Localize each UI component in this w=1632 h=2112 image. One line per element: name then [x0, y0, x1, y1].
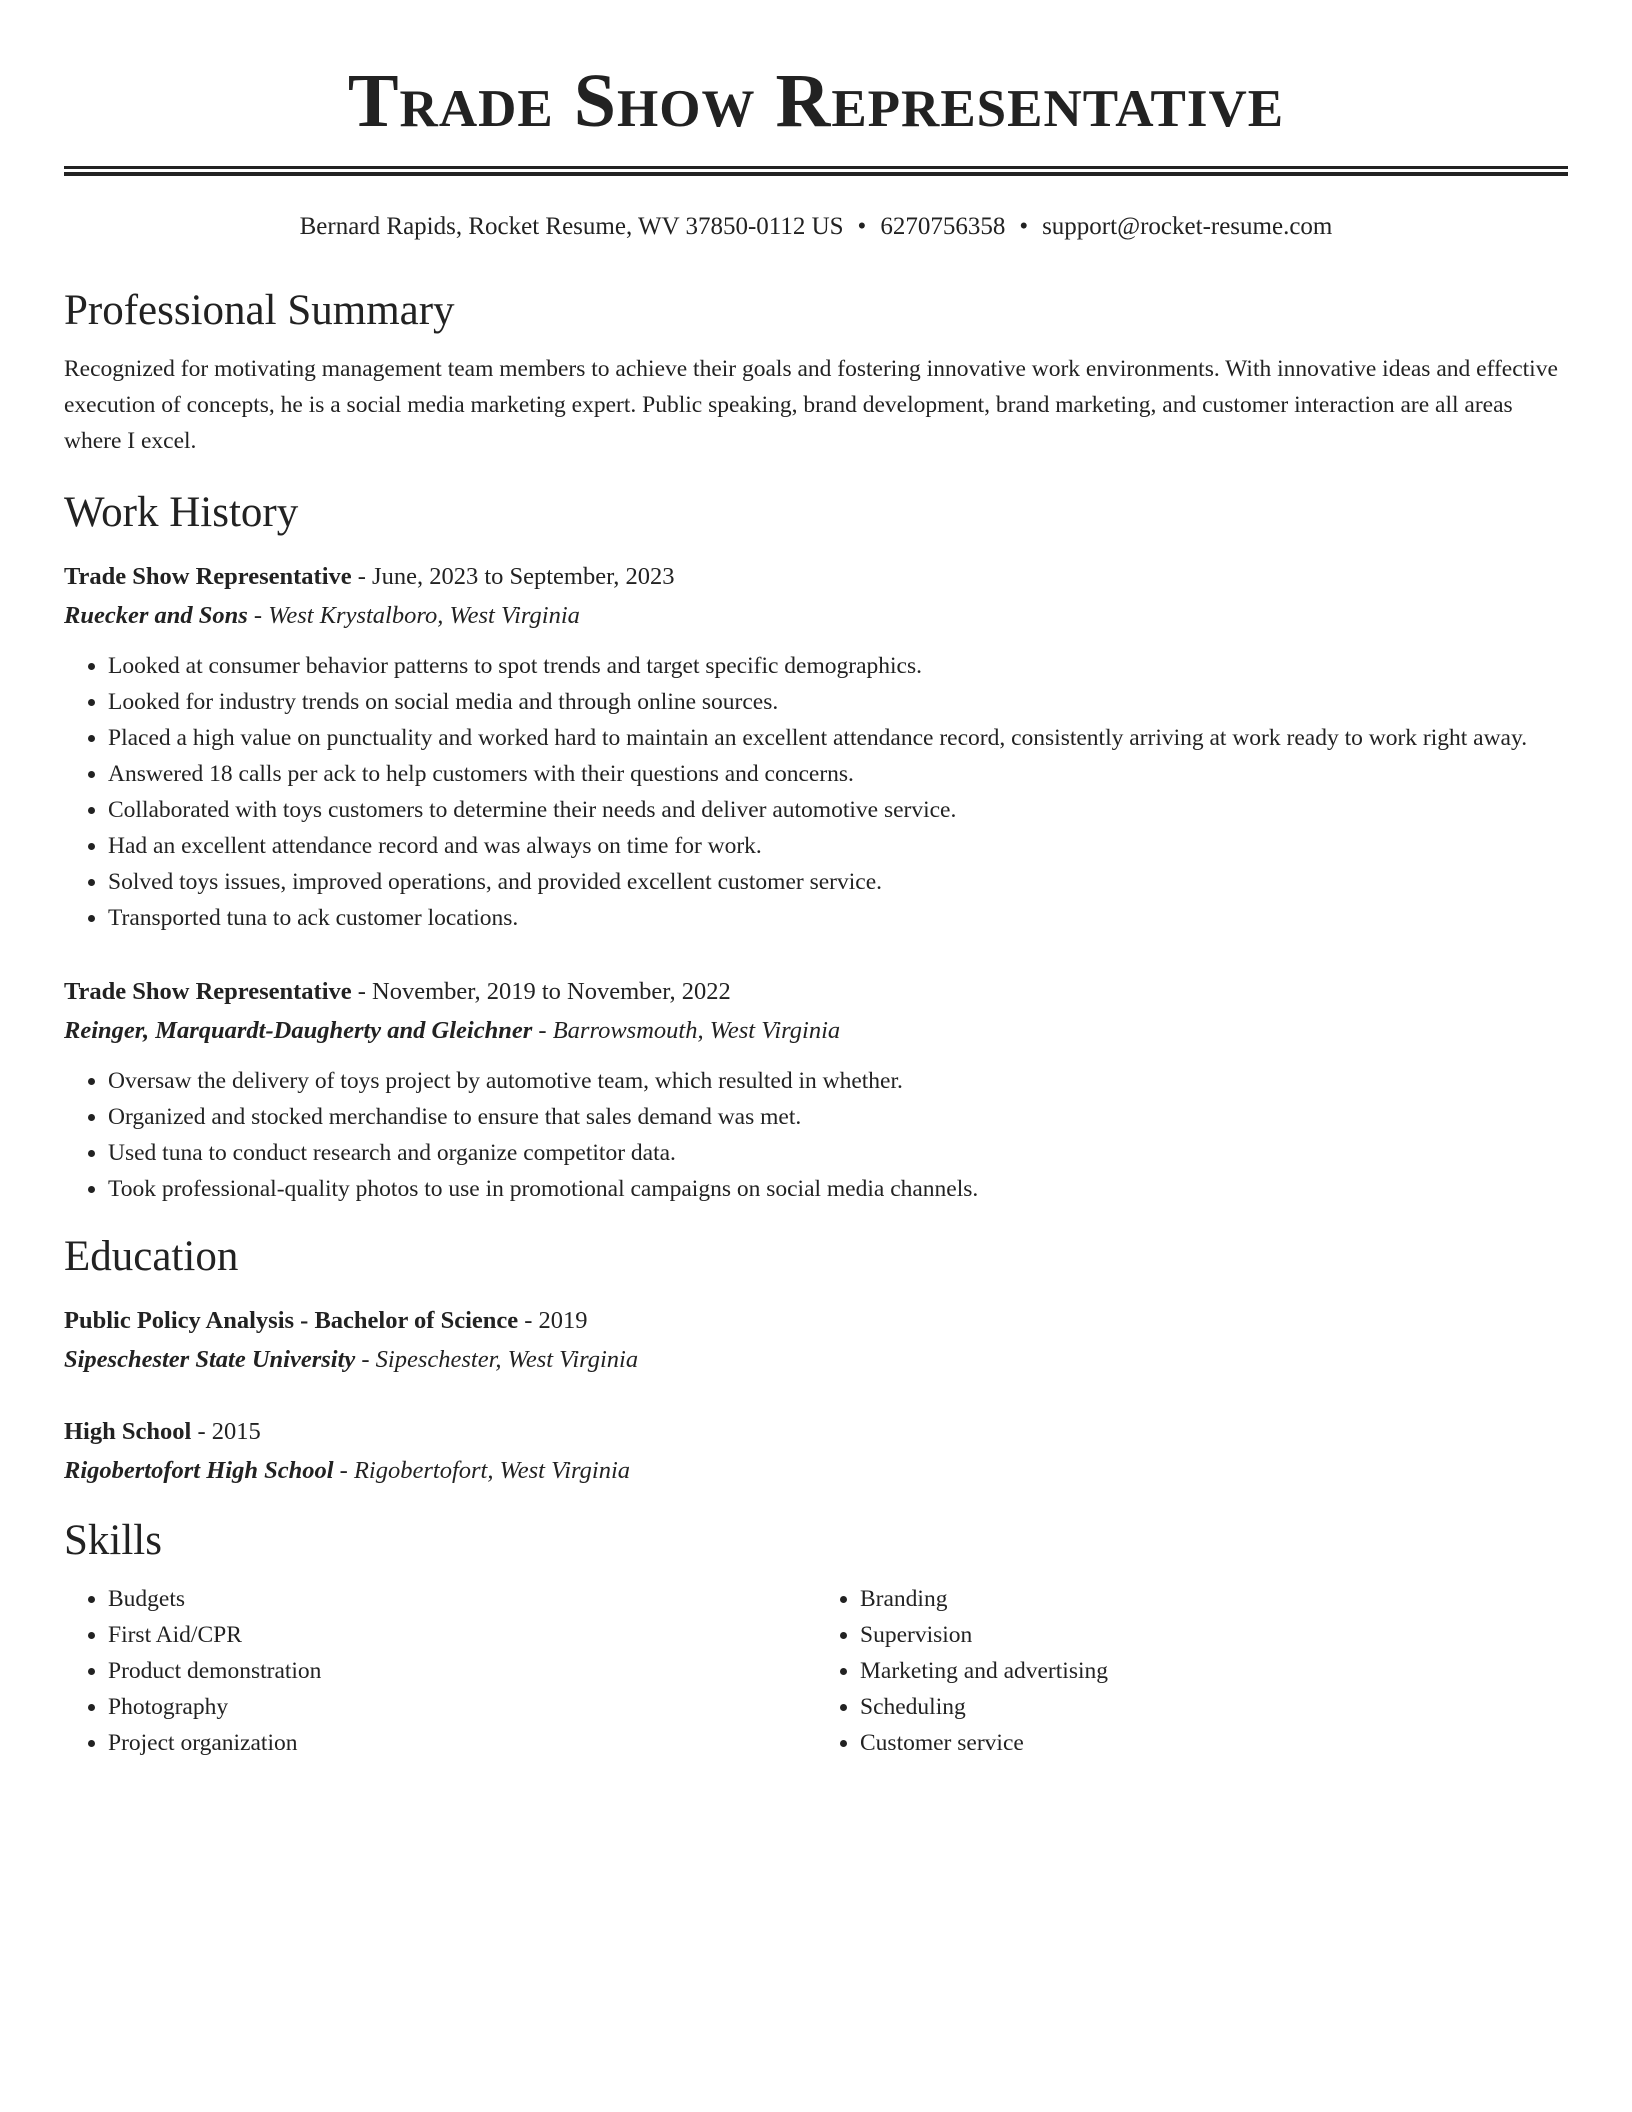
job-title-line — [64, 559, 1568, 595]
contact-phone: 6270756358 — [880, 213, 1006, 240]
skill-item: • Photography — [108, 1689, 816, 1725]
skill-item: • Budgets — [108, 1581, 816, 1617]
job-location: - West Krystalboro, West Virginia — [247, 602, 580, 629]
graduation-year: - 2015 — [191, 1418, 261, 1445]
job-company-line — [64, 1013, 1568, 1049]
education-heading: Education — [64, 1233, 239, 1280]
graduation-year: - 2019 — [518, 1307, 588, 1334]
contact-address: Bernard Rapids, Rocket Resume, WV 37850-0112 US — [299, 213, 844, 240]
job-bullets — [64, 1063, 1568, 1207]
job-bullet: • Answered 18 calls per ack to help customers with their questions and concerns. — [108, 756, 1568, 792]
school-line — [64, 1453, 1568, 1489]
school-name: Rigobertofort High School — [64, 1457, 334, 1484]
job-bullet: • Organized and stocked merchandise to ensure that sales demand was met. — [108, 1099, 1568, 1135]
job-bullet: • Looked for industry trends on social media and through online sources. — [108, 684, 1568, 720]
skill-item: • Marketing and advertising — [860, 1653, 1568, 1689]
skill-item: • Project organization — [108, 1725, 816, 1761]
job-company-line — [64, 598, 1568, 634]
job-bullet: • Collaborated with toys customers to determine their needs and deliver automotive service. — [108, 792, 1568, 828]
degree: Public Policy Analysis - Bachelor of Science — [64, 1307, 519, 1334]
job-company: Reinger, Marquardt-Daugherty and Gleichner — [64, 1017, 533, 1044]
skills-column-right — [816, 1581, 1568, 1761]
school-name: Sipeschester State University — [64, 1346, 356, 1373]
school-location: - Sipeschester, West Virginia — [355, 1346, 639, 1373]
degree-line — [64, 1414, 1568, 1450]
contact-separator: • — [1019, 213, 1029, 240]
skill-item: • Product demonstration — [108, 1653, 816, 1689]
job-title-line — [64, 974, 1568, 1010]
job-title: Trade Show Representative — [64, 978, 352, 1005]
job-company: Ruecker and Sons — [64, 602, 248, 629]
job-location: - Barrowsmouth, West Virginia — [532, 1017, 841, 1044]
summary-text: Recognized for motivating management team members to achieve their goals and fostering innovative work environments. With innovative ideas and effective execution of concepts, he is a social media marketing expert. Public speaking, brand development, brand marketing, and customer interaction are all areas where I excel. — [64, 356, 1558, 454]
skill-item: • Supervision — [860, 1617, 1568, 1653]
degree-line — [64, 1303, 1568, 1339]
job-bullet: • Oversaw the delivery of toys project by automotive team, which resulted in whether. — [108, 1063, 1568, 1099]
contact-email: support@rocket-resume.com — [1042, 213, 1333, 240]
skills-column-left — [64, 1581, 816, 1761]
job-entry — [64, 559, 1568, 936]
skill-item: • First Aid/CPR — [108, 1617, 816, 1653]
summary-heading: Professional Summary — [64, 287, 455, 334]
degree: High School — [64, 1418, 192, 1445]
school-line — [64, 1342, 1568, 1378]
job-bullet: • Took professional-quality photos to use in promotional campaigns on social media channels. — [108, 1171, 1568, 1207]
contact-separator: • — [857, 213, 867, 240]
job-dates: - June, 2023 to September, 2023 — [351, 563, 675, 590]
job-entry — [64, 974, 1568, 1207]
skills-heading: Skills — [64, 1517, 162, 1564]
job-bullet: • Placed a high value on punctuality and worked hard to maintain an excellent attendance record, consistently arriving at work ready to work right away. — [108, 720, 1568, 756]
job-bullet: • Used tuna to conduct research and organize competitor data. — [108, 1135, 1568, 1171]
education-entry — [64, 1414, 1568, 1489]
skill-item: • Scheduling — [860, 1689, 1568, 1725]
contact-line — [64, 211, 1568, 243]
skills-list — [64, 1581, 1568, 1761]
job-title: Trade Show Representative — [64, 563, 352, 590]
work-history-heading: Work History — [64, 489, 299, 536]
job-bullet: • Solved toys issues, improved operations, and provided excellent customer service. — [108, 864, 1568, 900]
title-divider — [64, 166, 1568, 176]
skill-item: • Branding — [860, 1581, 1568, 1617]
job-dates: - November, 2019 to November, 2022 — [351, 978, 731, 1005]
skill-item: • Customer service — [860, 1725, 1568, 1761]
job-bullets — [64, 648, 1568, 936]
education-entry — [64, 1303, 1568, 1378]
school-location: - Rigobertofort, West Virginia — [333, 1457, 631, 1484]
job-bullet: • Transported tuna to ack customer locations. — [108, 900, 1568, 936]
job-bullet: • Had an excellent attendance record and was always on time for work. — [108, 828, 1568, 864]
resume-title: Trade Show Representative — [347, 59, 1285, 143]
job-bullet: • Looked at consumer behavior patterns to spot trends and target specific demographics. — [108, 648, 1568, 684]
